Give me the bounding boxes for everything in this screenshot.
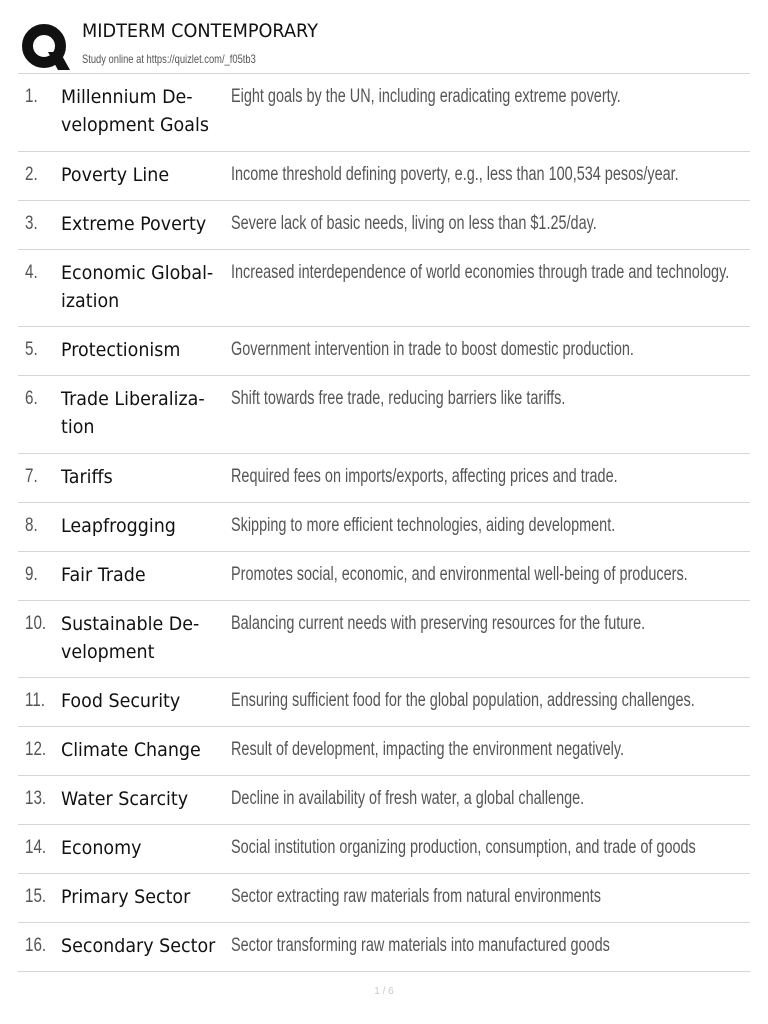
card-number: 12. <box>25 739 47 760</box>
study-online-link[interactable]: Study online at https://quizlet.com/_f05tb3 <box>82 52 256 66</box>
card-term <box>61 687 231 715</box>
card-number: 16. <box>25 935 47 956</box>
card-number: 6. <box>25 388 38 409</box>
page-header <box>0 0 768 74</box>
flashcard-row <box>18 503 750 552</box>
card-definition: Result of development, impacting the environment negatively. <box>231 739 625 760</box>
card-term <box>61 610 231 666</box>
card-definition: Balancing current needs with preserving resources for the future. <box>231 612 646 634</box>
card-number: 9. <box>25 563 38 585</box>
card-definition: Income threshold defining poverty, e.g., less than 100,534 pesos/year. <box>231 163 679 185</box>
card-definition: Increased interdependence of world economies through trade and technology. <box>231 261 730 283</box>
card-definition: Sector transforming raw materials into manufactured goods <box>231 935 610 956</box>
card-number: 1. <box>25 86 38 107</box>
card-definition: Required fees on imports/exports, affecting prices and trade. <box>231 465 618 487</box>
card-term <box>61 210 231 238</box>
flashcard-row <box>18 825 750 874</box>
card-term <box>61 385 231 441</box>
card-number: 5. <box>25 339 38 360</box>
card-term <box>61 83 231 139</box>
card-term-line: Water Scarcity <box>61 788 189 810</box>
card-term-line: Sustainable De- <box>61 612 200 635</box>
card-term-line: Poverty Line <box>61 163 170 186</box>
card-term <box>61 259 231 315</box>
card-term-line: Food Security <box>61 690 181 712</box>
card-definition: Promotes social, economic, and environmental well-being of producers. <box>231 563 688 585</box>
card-definition: Eight goals by the UN, including eradicating extreme poverty. <box>231 86 621 107</box>
card-definition: Ensuring sufficient food for the global population, addressing challenges. <box>231 690 695 711</box>
flashcard-row <box>18 152 750 201</box>
flashcard-row <box>18 376 750 454</box>
card-term-line: Millennium De- <box>61 86 193 108</box>
card-number: 10. <box>25 612 47 634</box>
card-number: 13. <box>25 788 47 809</box>
flashcard-row <box>18 201 750 250</box>
card-term <box>61 736 231 764</box>
card-number: 3. <box>25 212 38 234</box>
card-term-line: velopment <box>61 640 155 663</box>
card-definition: Skipping to more efficient technologies, aiding development. <box>231 514 616 536</box>
quizlet-logo-icon <box>20 22 70 72</box>
card-number: 2. <box>25 163 38 185</box>
flashcard-row <box>18 923 750 972</box>
card-term <box>61 561 231 589</box>
card-number: 7. <box>25 465 38 487</box>
card-term <box>61 834 231 862</box>
card-term-line: Tariffs <box>61 465 113 488</box>
card-definition: Government intervention in trade to boost domestic production. <box>231 339 634 360</box>
card-term-line: Secondary Sector <box>61 935 216 957</box>
card-term-line: Economy <box>61 837 142 859</box>
card-term <box>61 785 231 813</box>
card-term-line: tion <box>61 416 95 438</box>
flashcard-row <box>18 601 750 679</box>
card-number: 14. <box>25 837 47 858</box>
card-definition: Social institution organizing production, consumption, and trade of goods <box>231 837 696 858</box>
flashcard-row <box>18 327 750 376</box>
card-term-line: Economic Global- <box>61 261 214 284</box>
card-term <box>61 512 231 540</box>
card-term-line: Protectionism <box>61 339 181 361</box>
flashcard-row <box>18 250 750 328</box>
card-definition: Sector extracting raw materials from natural environments <box>231 886 601 907</box>
card-definition: Shift towards free trade, reducing barriers like tariffs. <box>231 388 566 409</box>
flashcard-row <box>18 874 750 923</box>
page-title: MIDTERM CONTEMPORARY <box>82 20 318 42</box>
card-term <box>61 932 231 960</box>
card-term-line: Primary Sector <box>61 886 191 908</box>
flashcard-row <box>18 552 750 601</box>
card-term-line: Extreme Poverty <box>61 212 207 235</box>
card-number: 11. <box>25 690 46 711</box>
card-term <box>61 463 231 491</box>
card-number: 8. <box>25 514 38 536</box>
card-term-line: Fair Trade <box>61 563 146 586</box>
card-term-line: Leapfrogging <box>61 514 176 537</box>
flashcard-list <box>18 74 750 972</box>
flashcard-row <box>18 727 750 776</box>
card-definition: Decline in availability of fresh water, a global challenge. <box>231 788 585 809</box>
card-term-line: Climate Change <box>61 739 201 761</box>
card-term-line: ization <box>61 289 120 312</box>
flashcard-row <box>18 776 750 825</box>
card-term-line: Trade Liberaliza- <box>61 388 205 410</box>
card-term <box>61 161 231 189</box>
card-term <box>61 336 231 364</box>
card-number: 15. <box>25 886 47 907</box>
flashcard-row <box>18 454 750 503</box>
card-number: 4. <box>25 261 38 283</box>
flashcard-row <box>18 74 750 152</box>
card-term-line: velopment Goals <box>61 114 209 136</box>
card-term <box>61 883 231 911</box>
card-definition: Severe lack of basic needs, living on less than $1.25/day. <box>231 212 597 234</box>
flashcard-row <box>18 678 750 727</box>
page-indicator: 1 / 6 <box>374 986 394 997</box>
